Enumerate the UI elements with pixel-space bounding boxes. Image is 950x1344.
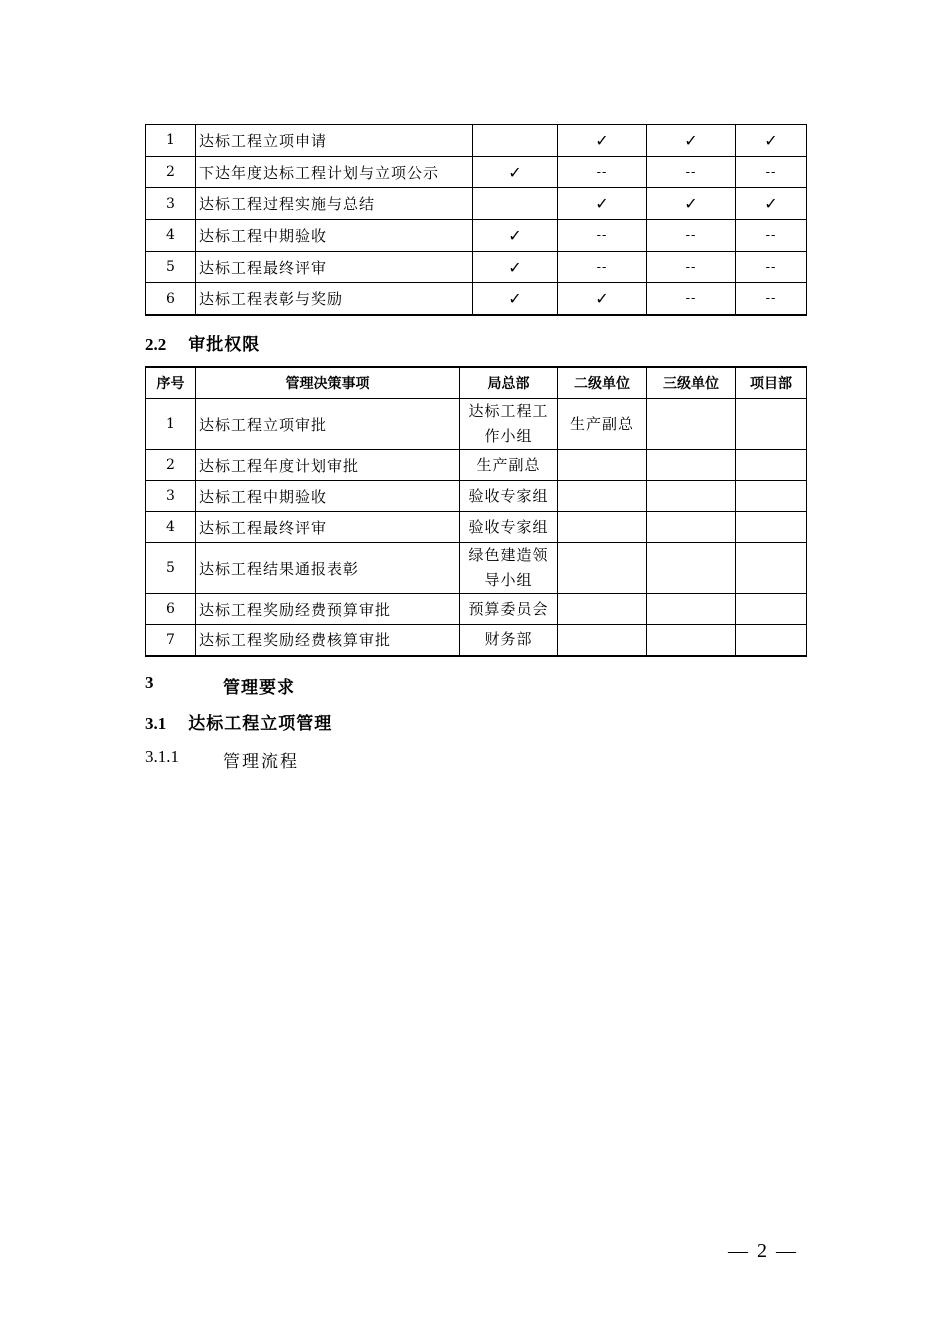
project-approver: [736, 481, 807, 512]
table-row: [146, 625, 807, 656]
check-mark: ✓: [473, 156, 558, 188]
section-heading-3: [145, 673, 295, 698]
section-number: 3: [145, 673, 154, 692]
level2-approver: [558, 481, 647, 512]
level2-approver: [558, 543, 647, 594]
header-no: 序号: [146, 367, 196, 399]
item-name: 达标工程中期验收: [196, 220, 473, 252]
decision-item: 达标工程奖励经费核算审批: [196, 625, 460, 656]
header-hq: 局总部: [460, 367, 558, 399]
project-approver: [736, 399, 807, 450]
decision-item: 达标工程奖励经费预算审批: [196, 594, 460, 625]
table-row: [146, 251, 807, 283]
section-heading-2-2: [145, 330, 260, 355]
hq-approver: 生产副总: [460, 450, 558, 481]
level2-approver: [558, 512, 647, 543]
row-number: 3: [146, 188, 196, 220]
decision-item: 达标工程结果通报表彰: [196, 543, 460, 594]
row-number: 4: [146, 512, 196, 543]
cell-value: --: [647, 220, 736, 252]
section-title: 管理流程: [223, 752, 299, 772]
level3-approver: [647, 543, 736, 594]
item-name: 达标工程过程实施与总结: [196, 188, 473, 220]
row-number: 6: [146, 594, 196, 625]
table-row: [146, 125, 807, 157]
hq-approver: 达标工程工作小组: [460, 399, 558, 450]
check-mark: ✓: [736, 125, 807, 157]
level3-approver: [647, 481, 736, 512]
section-title: 达标工程立项管理: [188, 714, 333, 734]
item-name: 达标工程最终评审: [196, 251, 473, 283]
table-row: [146, 512, 807, 543]
cell-value: --: [647, 156, 736, 188]
check-mark: ✓: [736, 188, 807, 220]
decision-item: 达标工程最终评审: [196, 512, 460, 543]
cell-value: [473, 188, 558, 220]
table-row: [146, 283, 807, 315]
check-mark: ✓: [647, 125, 736, 157]
hq-approver: 绿色建造领导小组: [460, 543, 558, 594]
level3-approver: [647, 450, 736, 481]
project-approver: [736, 625, 807, 656]
item-name: 下达年度达标工程计划与立项公示: [196, 156, 473, 188]
level3-approver: [647, 594, 736, 625]
header-level2: 二级单位: [558, 367, 647, 399]
section-title: 审批权限: [188, 335, 261, 355]
check-mark: ✓: [558, 125, 647, 157]
header-project: 项目部: [736, 367, 807, 399]
section-number: 3.1: [145, 714, 167, 733]
cell-value: --: [558, 156, 647, 188]
decision-item: 达标工程中期验收: [196, 481, 460, 512]
cell-value: --: [558, 220, 647, 252]
section-title: 管理要求: [223, 678, 295, 698]
row-number: 6: [146, 283, 196, 315]
level3-approver: [647, 625, 736, 656]
row-number: 1: [146, 125, 196, 157]
hq-approver: 验收专家组: [460, 512, 558, 543]
item-name: 达标工程表彰与奖励: [196, 283, 473, 315]
project-approver: [736, 543, 807, 594]
level3-approver: [647, 399, 736, 450]
row-number: 5: [146, 543, 196, 594]
table-row: [146, 450, 807, 481]
project-approver: [736, 450, 807, 481]
row-number: 4: [146, 220, 196, 252]
cell-value: --: [558, 251, 647, 283]
table-row: [146, 156, 807, 188]
check-mark: ✓: [647, 188, 736, 220]
section-number: 2.2: [145, 335, 167, 354]
level2-approver: [558, 594, 647, 625]
cell-value: --: [736, 156, 807, 188]
row-number: 2: [146, 450, 196, 481]
header-item: 管理决策事项: [196, 367, 460, 399]
table-row: [146, 594, 807, 625]
header-level3: 三级单位: [647, 367, 736, 399]
table-row: [146, 399, 807, 450]
table-row: [146, 481, 807, 512]
level2-approver: [558, 625, 647, 656]
project-approver: [736, 512, 807, 543]
section-heading-3-1-1: [145, 747, 299, 772]
check-mark: ✓: [473, 283, 558, 315]
table-row: [146, 220, 807, 252]
section-heading-3-1: [145, 709, 332, 734]
project-approver: [736, 594, 807, 625]
level3-approver: [647, 512, 736, 543]
section-number: 3.1.1: [145, 747, 179, 766]
cell-value: --: [647, 251, 736, 283]
row-number: 3: [146, 481, 196, 512]
row-number: 1: [146, 399, 196, 450]
hq-approver: 验收专家组: [460, 481, 558, 512]
hq-approver: 预算委员会: [460, 594, 558, 625]
cell-value: --: [736, 251, 807, 283]
decision-item: 达标工程年度计划审批: [196, 450, 460, 481]
level2-approver: [558, 450, 647, 481]
row-number: 7: [146, 625, 196, 656]
decision-item: 达标工程立项审批: [196, 399, 460, 450]
check-mark: ✓: [473, 220, 558, 252]
table-row: [146, 188, 807, 220]
approval-authority-table: [145, 366, 807, 657]
cell-value: --: [736, 220, 807, 252]
page-number: — 2 —: [728, 1240, 798, 1262]
cell-value: [473, 125, 558, 157]
table-row: [146, 543, 807, 594]
row-number: 5: [146, 251, 196, 283]
cell-value: --: [647, 283, 736, 315]
row-number: 2: [146, 156, 196, 188]
level2-approver: 生产副总: [558, 399, 647, 450]
check-mark: ✓: [473, 251, 558, 283]
responsibility-matrix-table: [145, 124, 807, 316]
hq-approver: 财务部: [460, 625, 558, 656]
cell-value: --: [736, 283, 807, 315]
check-mark: ✓: [558, 188, 647, 220]
item-name: 达标工程立项申请: [196, 125, 473, 157]
check-mark: ✓: [558, 283, 647, 315]
